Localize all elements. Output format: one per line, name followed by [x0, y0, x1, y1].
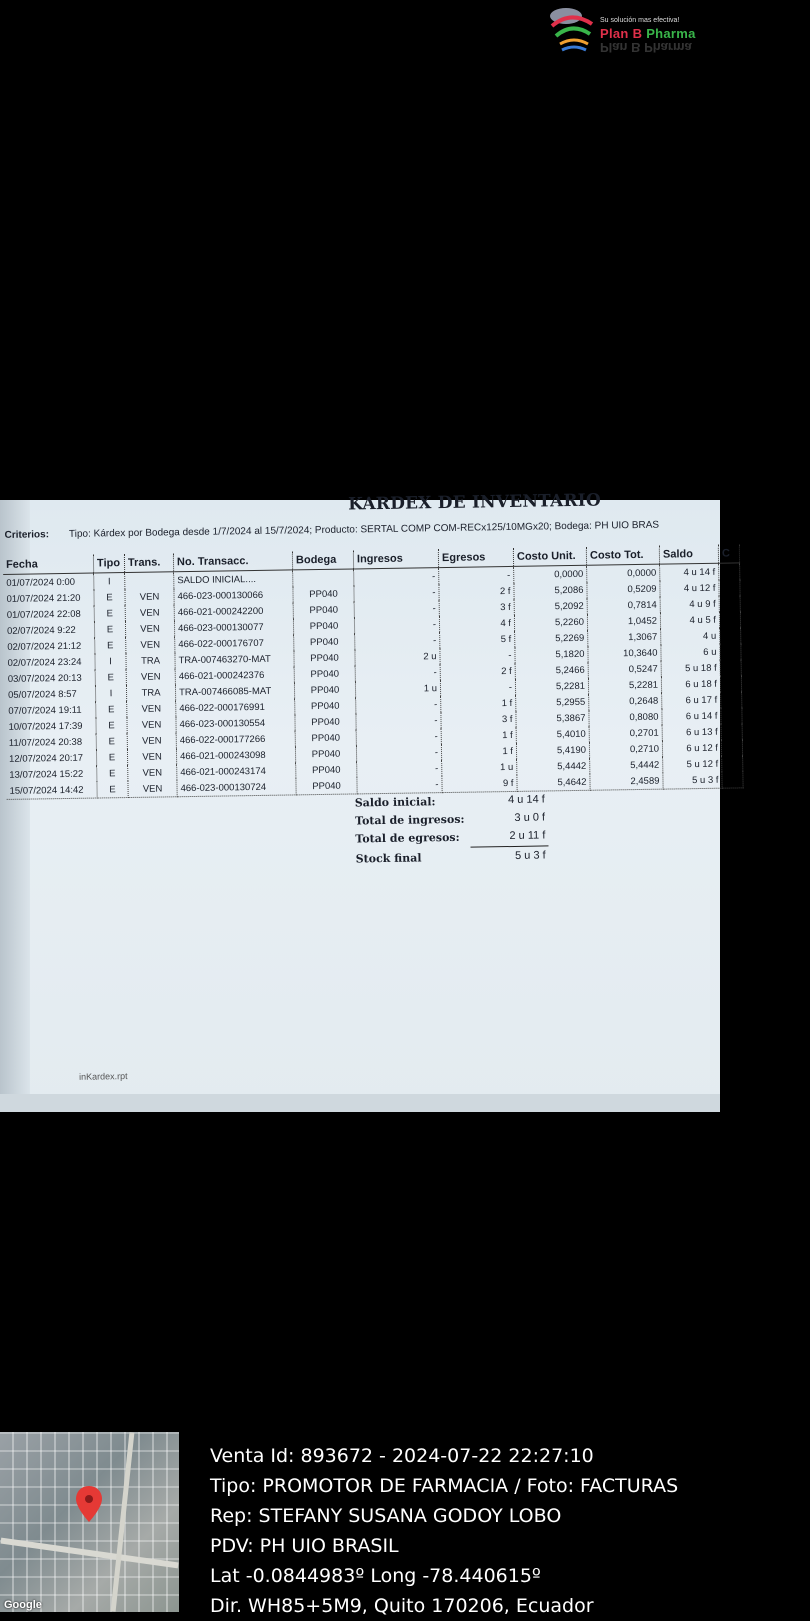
header-c: C — [718, 544, 739, 563]
cell-c — [719, 579, 740, 595]
cell-fecha: 02/07/2024 21:12 — [4, 638, 95, 655]
cell-no-transacc: 466-023-000130554 — [176, 714, 295, 732]
cell-bodega: PP040 — [294, 681, 355, 698]
cell-costo-unit: 5,4642 — [517, 774, 590, 792]
coordinates-line: Lat -0.0844983º Long -78.440615º — [210, 1565, 541, 1587]
cell-ingresos: - — [357, 776, 442, 794]
location-map — [0, 1432, 179, 1612]
cell-saldo: 4 u 9 f — [660, 596, 719, 613]
header-costo-unit: Costo Unit. — [513, 547, 586, 567]
cell-c — [720, 675, 741, 691]
sale-info — [210, 1441, 678, 1621]
cell-no-transacc: TRA-007466085-MAT — [175, 682, 294, 700]
cell-tipo: I — [95, 685, 126, 701]
cell-costo-unit: 0,0000 — [514, 565, 587, 583]
cell-c — [720, 643, 741, 659]
cell-bodega: PP040 — [296, 761, 357, 778]
cell-costo-unit: 5,2086 — [514, 582, 587, 599]
cell-c — [719, 563, 740, 580]
cell-fecha: 13/07/2024 15:22 — [6, 766, 97, 783]
cell-saldo: 6 u 13 f — [662, 724, 721, 741]
cell-egresos: 4 f — [439, 615, 514, 632]
cell-egresos: 3 f — [441, 711, 516, 728]
cell-costo-tot: 5,4442 — [590, 757, 663, 774]
map-pin-icon — [76, 1486, 102, 1522]
header-trans: Trans. — [124, 553, 173, 572]
cell-fecha: 01/07/2024 21:20 — [3, 590, 94, 607]
cell-tipo: E — [94, 621, 125, 637]
map-road — [0, 1538, 178, 1569]
cell-egresos: 1 f — [441, 695, 516, 712]
stock-final-label: Stock final — [355, 851, 422, 866]
cell-costo-tot: 0,5209 — [587, 581, 660, 598]
cell-fecha: 03/07/2024 20:13 — [5, 670, 96, 687]
cell-saldo: 6 u — [661, 644, 720, 661]
cell-tipo: E — [97, 781, 128, 798]
cell-costo-tot: 10,3640 — [588, 645, 661, 662]
cell-no-transacc: 466-021-000243098 — [176, 746, 295, 764]
cell-ingresos: - — [356, 696, 441, 713]
cell-saldo: 4 u 12 f — [660, 580, 719, 597]
saldo-inicial-value: 4 u 14 f — [507, 793, 545, 807]
cell-trans: VEN — [125, 604, 174, 621]
cell-costo-unit: 5,2466 — [515, 662, 588, 679]
cell-c — [722, 771, 743, 788]
cell-bodega — [293, 569, 354, 586]
cell-ingresos: - — [355, 664, 440, 681]
cell-costo-unit: 5,1820 — [515, 646, 588, 663]
logo-tagline: Su solución mas efectiva! — [600, 17, 680, 24]
cell-costo-unit: 5,2092 — [514, 598, 587, 615]
cell-c — [720, 627, 741, 643]
cell-c — [720, 659, 741, 675]
cell-trans: VEN — [127, 732, 176, 749]
cell-fecha: 07/07/2024 19:11 — [5, 702, 96, 719]
saldo-inicial-label: Saldo inicial: — [354, 795, 436, 810]
cell-saldo: 4 u 14 f — [660, 563, 719, 580]
cell-egresos: 1 f — [441, 743, 516, 760]
cell-costo-tot: 0,8080 — [589, 709, 662, 726]
cell-bodega: PP040 — [295, 729, 356, 746]
cell-egresos: 2 f — [439, 583, 514, 600]
cell-no-transacc: 466-021-000242200 — [174, 602, 293, 620]
cell-costo-tot: 0,7814 — [587, 597, 660, 614]
cell-tipo: I — [94, 573, 125, 590]
kardex-table — [3, 544, 744, 800]
cell-saldo: 6 u 18 f — [661, 676, 720, 693]
cell-trans: VEN — [125, 588, 174, 605]
sale-id-line: Venta Id: 893672 - 2024-07-22 22:27:10 — [210, 1445, 594, 1467]
cell-saldo: 6 u 17 f — [662, 692, 721, 709]
cell-no-transacc: 466-023-000130077 — [174, 618, 293, 636]
cell-c — [721, 691, 742, 707]
cell-no-transacc: 466-022-000176991 — [176, 698, 295, 716]
cell-egresos: 1 u — [442, 759, 517, 776]
cell-bodega: PP040 — [296, 777, 357, 794]
cell-tipo: E — [95, 669, 126, 685]
cell-ingresos: - — [356, 744, 441, 761]
cell-tipo: E — [94, 589, 125, 605]
header-fecha: Fecha — [3, 555, 94, 575]
cell-c — [722, 755, 743, 771]
cell-fecha: 10/07/2024 17:39 — [5, 718, 96, 735]
cell-egresos: - — [440, 679, 515, 696]
cell-tipo: E — [96, 701, 127, 717]
cell-saldo: 6 u 12 f — [662, 740, 721, 757]
cell-costo-unit: 5,4010 — [516, 726, 589, 743]
cell-egresos: 2 f — [440, 663, 515, 680]
cell-costo-tot: 0,0000 — [587, 564, 660, 582]
cell-costo-unit: 5,3867 — [516, 710, 589, 727]
cell-ingresos: - — [354, 568, 439, 586]
header-saldo: Saldo — [659, 545, 718, 564]
header-no-transacc: No. Transacc. — [173, 551, 292, 571]
map-attribution: Google — [4, 1599, 42, 1611]
type-line: Tipo: PROMOTOR DE FARMACIA / Foto: FACTURAS — [210, 1475, 679, 1497]
cell-saldo: 5 u 12 f — [663, 756, 722, 773]
cell-c — [721, 739, 742, 755]
cell-costo-unit: 5,4190 — [516, 742, 589, 759]
criteria-label: Criterios: — [4, 529, 50, 541]
cell-egresos: 1 f — [441, 727, 516, 744]
cell-saldo: 4 u 5 f — [660, 612, 719, 629]
cell-saldo: 6 u 14 f — [662, 708, 721, 725]
cell-ingresos: - — [357, 760, 442, 777]
stock-final-value: 5 u 3 f — [514, 849, 546, 862]
cell-bodega: PP040 — [293, 601, 354, 618]
report-file-name: inKardex.rpt — [78, 1071, 128, 1082]
logo-mark-icon — [544, 2, 598, 56]
cell-trans: VEN — [127, 748, 176, 765]
kardex-report — [0, 487, 810, 1119]
total-ingresos-value: 3 u 0 f — [514, 811, 546, 824]
cell-ingresos: - — [356, 712, 441, 729]
cell-tipo: E — [96, 749, 127, 765]
cell-c — [721, 723, 742, 739]
cell-trans: TRA — [126, 652, 175, 669]
cell-no-transacc: SALDO INICIAL.... — [174, 570, 293, 588]
cell-costo-unit: 5,2260 — [514, 614, 587, 631]
cell-saldo: 4 u — [661, 628, 720, 645]
cell-bodega: PP040 — [294, 649, 355, 666]
monitor-bottom-edge — [0, 1094, 720, 1112]
cell-bodega: PP040 — [295, 713, 356, 730]
logo-name: Plan B Pharma — [600, 26, 696, 41]
cell-tipo: E — [96, 717, 127, 733]
report-criteria — [4, 520, 659, 541]
map-road — [111, 1432, 135, 1612]
header-tipo: Tipo — [93, 554, 124, 573]
cell-ingresos: - — [354, 600, 439, 617]
pdv-line: PDV: PH UIO BRASIL — [210, 1535, 399, 1557]
cell-no-transacc: 466-023-000130066 — [174, 586, 293, 604]
cell-costo-unit: 5,2269 — [515, 630, 588, 647]
cell-trans: TRA — [126, 684, 175, 701]
cell-no-transacc: 466-021-000242376 — [175, 666, 294, 684]
cell-costo-tot: 2,4589 — [590, 773, 663, 791]
cell-ingresos: - — [355, 632, 440, 649]
cell-egresos: 3 f — [439, 599, 514, 616]
report-photo — [0, 490, 730, 1112]
criteria-text: Tipo: Kárdex por Bodega desde 1/7/2024 al 15/7/2024; Producto: SERTAL COMP COM-RECx125/10MGx20; Bodega: PH UIO BRAS — [68, 519, 660, 540]
cell-no-transacc: 466-022-000176707 — [175, 634, 294, 652]
cell-egresos: 5 f — [440, 631, 515, 648]
cell-c — [719, 611, 740, 627]
cell-ingresos: - — [354, 616, 439, 633]
cell-costo-tot: 5,2281 — [588, 677, 661, 694]
cell-fecha: 01/07/2024 22:08 — [4, 606, 95, 623]
cell-bodega: PP040 — [295, 697, 356, 714]
cell-fecha: 02/07/2024 9:22 — [4, 622, 95, 639]
cell-c — [721, 707, 742, 723]
cell-no-transacc: 466-023-000130724 — [177, 778, 296, 796]
cell-fecha: 02/07/2024 23:24 — [4, 654, 95, 671]
cell-costo-tot: 0,2710 — [589, 741, 662, 758]
cell-trans: VEN — [127, 700, 176, 717]
cell-fecha: 11/07/2024 20:38 — [6, 734, 97, 751]
cell-trans: VEN — [128, 764, 177, 781]
cell-bodega: PP040 — [294, 633, 355, 650]
cell-saldo: 5 u 18 f — [661, 660, 720, 677]
cell-egresos: - — [440, 647, 515, 664]
cell-costo-unit: 5,2955 — [516, 694, 589, 711]
cell-tipo: E — [95, 637, 126, 653]
cell-saldo: 5 u 3 f — [663, 772, 722, 789]
cell-fecha: 01/07/2024 0:00 — [3, 573, 94, 591]
summary-divider — [471, 845, 549, 847]
header-costo-tot: Costo Tot. — [586, 546, 659, 566]
header-egresos: Egresos — [438, 548, 513, 568]
cell-costo-tot: 1,3067 — [588, 629, 661, 646]
cell-costo-unit: 5,4442 — [517, 758, 590, 775]
cell-no-transacc: 466-022-000177266 — [176, 730, 295, 748]
cell-trans: VEN — [126, 668, 175, 685]
cell-trans: VEN — [128, 780, 177, 797]
cell-bodega: PP040 — [293, 585, 354, 602]
plan-b-pharma-logo — [544, 2, 716, 56]
cell-bodega: PP040 — [293, 617, 354, 634]
cell-costo-tot: 0,2701 — [589, 725, 662, 742]
cell-fecha: 05/07/2024 8:57 — [5, 686, 96, 703]
cell-no-transacc: TRA-007463270-MAT — [175, 650, 294, 668]
header-bodega: Bodega — [292, 550, 353, 569]
cell-trans: VEN — [127, 716, 176, 733]
cell-egresos: 9 f — [442, 775, 517, 793]
cell-bodega: PP040 — [294, 665, 355, 682]
total-egresos-value: 2 u 11 f — [509, 829, 546, 843]
cell-ingresos: 2 u — [355, 648, 440, 665]
cell-trans — [125, 572, 174, 589]
total-ingresos-label: Total de ingresos: — [354, 812, 465, 828]
cell-costo-unit: 5,2281 — [515, 678, 588, 695]
report-summary — [354, 793, 546, 870]
header-ingresos: Ingresos — [353, 549, 438, 569]
total-egresos-label: Total de egresos: — [355, 830, 460, 846]
cell-costo-tot: 0,5247 — [588, 661, 661, 678]
logo-reflection: Plan B Pharma — [600, 40, 692, 55]
cell-bodega: PP040 — [295, 745, 356, 762]
cell-trans: VEN — [126, 636, 175, 653]
cell-tipo: I — [95, 653, 126, 669]
rep-line: Rep: STEFANY SUSANA GODOY LOBO — [210, 1505, 562, 1527]
cell-fecha: 15/07/2024 14:42 — [6, 782, 97, 800]
cell-ingresos: - — [356, 728, 441, 745]
cell-costo-tot: 1,0452 — [587, 613, 660, 630]
cell-tipo: E — [94, 605, 125, 621]
cell-ingresos: 1 u — [355, 680, 440, 697]
cell-tipo: E — [96, 733, 127, 749]
cell-no-transacc: 466-021-000243174 — [177, 762, 296, 780]
cell-ingresos: - — [354, 584, 439, 601]
table-body — [3, 563, 743, 800]
report-title: KARDEX DE INVENTARIO — [347, 490, 602, 515]
cell-tipo: E — [97, 765, 128, 781]
cell-fecha: 12/07/2024 20:17 — [6, 750, 97, 767]
cell-c — [719, 595, 740, 611]
address-line: Dir. WH85+5M9, Quito 170206, Ecuador — [210, 1595, 594, 1617]
cell-trans: VEN — [125, 620, 174, 637]
cell-costo-tot: 0,2648 — [589, 693, 662, 710]
cell-egresos: - — [439, 566, 514, 584]
